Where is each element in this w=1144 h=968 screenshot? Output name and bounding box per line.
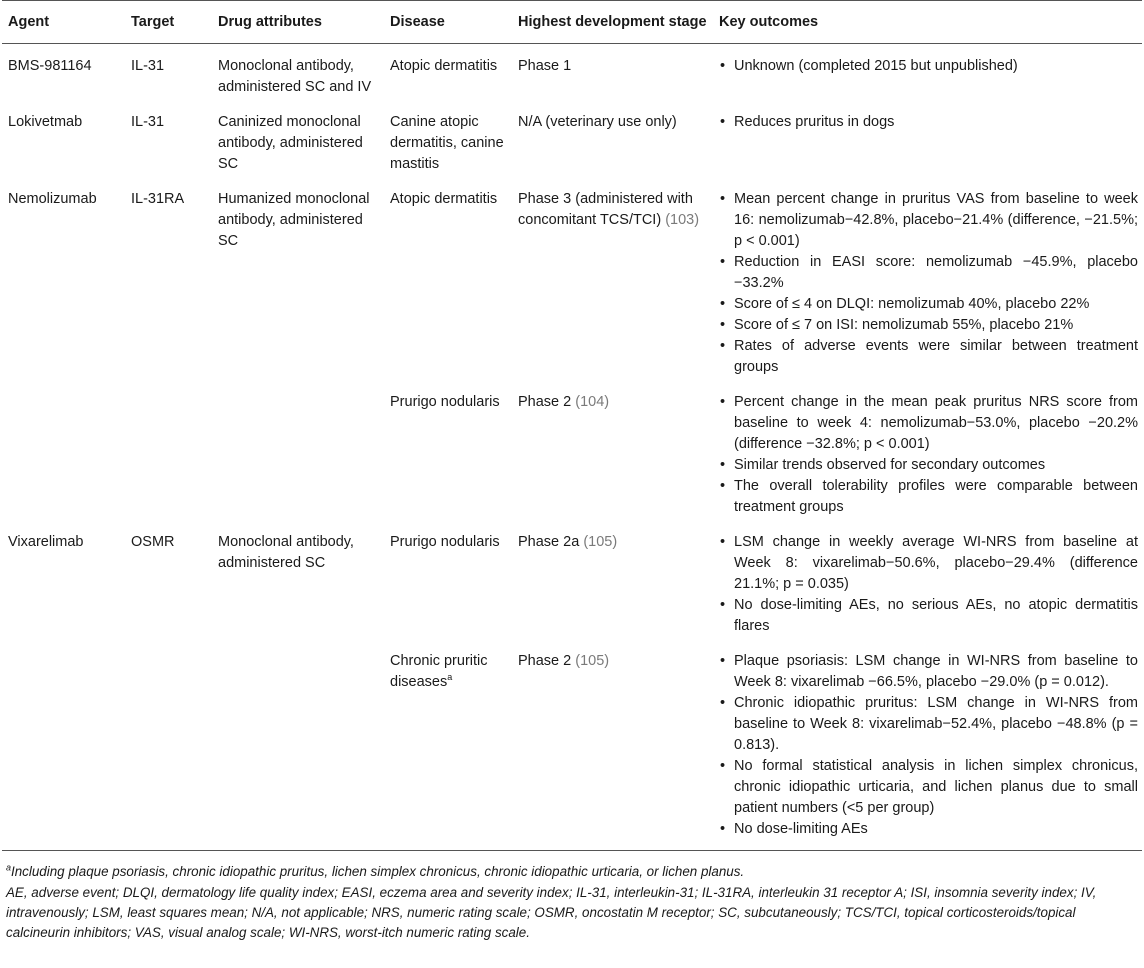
header-row xyxy=(2,1,1142,44)
outcome-item: • Plaque psoriasis: LSM change in WI-NRS from baseline to Week 8: vixarelimab −66.5%, placebo −29.0% (p = 0.012). xyxy=(719,651,1138,693)
table-row xyxy=(2,100,1142,177)
stage-text: Phase 1 xyxy=(518,58,572,74)
abbreviations: AE, adverse event; DLQI, dermatology life quality index; EASI, eczema area and severity index; IL-31, interleukin-31; IL-31RA, interleukin 31 receptor A; ISI, insomnia severity index; IV, intravenously; LSM, least squares mean; N/A, not applicable; NRS, numeric rating scale; OSMR, oncostatin M receptor; SC, subcutaneously; TCS/TCI, topical corticosteroids/topical calcineurin inhibitors; VAS, visual analog scale; WI-NRS, worst-itch numeric rating scale. xyxy=(6,885,1097,940)
cell-attributes: Caninized monoclonal antibody, administered SC xyxy=(218,114,363,172)
cell-target xyxy=(125,639,212,851)
cell-disease xyxy=(384,380,512,520)
cell-outcomes xyxy=(713,100,1142,177)
cell-disease xyxy=(384,44,512,101)
outcome-item: • Chronic idiopathic pruritus: LSM change in WI-NRS from baseline to Week 8: vixarelimab−52.4%, placebo −48.8% (p = 0.813). xyxy=(719,693,1138,756)
disease-footnote-marker: a xyxy=(447,672,453,683)
header-target: Target xyxy=(125,1,212,44)
cell-outcomes xyxy=(713,44,1142,101)
header-outcomes: Key outcomes xyxy=(713,1,1142,44)
stage-text: Phase 3 (administered with concomitant TCS/TCI) xyxy=(518,191,693,228)
header-attributes: Drug attributes xyxy=(212,1,384,44)
reference-link[interactable]: (105) xyxy=(575,653,610,669)
cell-stage xyxy=(512,100,713,177)
reference-link[interactable]: (105) xyxy=(583,534,618,550)
outcomes-list xyxy=(719,532,1138,637)
cell-agent xyxy=(2,639,125,851)
table-row xyxy=(2,380,1142,520)
table-row xyxy=(2,520,1142,639)
reference-link[interactable]: (103) xyxy=(665,212,700,228)
outcomes-list xyxy=(719,392,1138,518)
outcome-item: • The overall tolerability profiles were comparable between treatment groups xyxy=(719,476,1138,518)
cell-attributes: Humanized monoclonal antibody, administered SC xyxy=(218,191,370,249)
outcome-item: • Percent change in the mean peak pruritus NRS score from baseline to week 4: nemolizumab−53.0%, placebo −20.2% (difference −32.8%; p < 0.001) xyxy=(719,392,1138,455)
cell-agent: BMS-981164 xyxy=(8,58,92,74)
reference-link[interactable]: (104) xyxy=(575,394,610,410)
stage-text: Phase 2a xyxy=(518,534,580,550)
stage-text: Phase 2 xyxy=(518,653,572,669)
table-row xyxy=(2,44,1142,101)
cell-agent xyxy=(2,380,125,520)
outcome-item: • No dose-limiting AEs, no serious AEs, no atopic dermatitis flares xyxy=(719,595,1138,637)
stage-text: Phase 2 xyxy=(518,394,572,410)
cell-disease xyxy=(384,639,512,851)
cell-agent: Vixarelimab xyxy=(8,534,84,550)
cell-stage xyxy=(512,639,713,851)
header-stage: Highest development stage xyxy=(512,1,713,44)
cell-disease xyxy=(384,520,512,639)
table-row xyxy=(2,177,1142,380)
outcomes-list xyxy=(719,651,1138,840)
cell-target: IL-31 xyxy=(131,58,165,74)
cell-target: IL-31RA xyxy=(131,191,185,207)
cell-outcomes xyxy=(713,380,1142,520)
cell-attributes xyxy=(212,639,384,851)
cell-agent: Lokivetmab xyxy=(8,114,83,130)
outcomes-list xyxy=(719,189,1138,378)
outcome-item: • No dose-limiting AEs xyxy=(719,819,1138,840)
outcome-item: • Reduces pruritus in dogs xyxy=(719,112,1138,133)
disease-text: Prurigo nodularis xyxy=(390,534,500,550)
outcome-item: • LSM change in weekly average WI-NRS from baseline at Week 8: vixarelimab−50.6%, placebo−29.4% (difference 21.1%; p = 0.035) xyxy=(719,532,1138,595)
outcome-item: • Score of ≤ 7 on ISI: nemolizumab 55%, placebo 21% xyxy=(719,315,1138,336)
cell-target: IL-31 xyxy=(131,114,165,130)
footnote-a-text: Including plaque psoriasis, chronic idiopathic pruritus, lichen simplex chronicus, chronic idiopathic urticaria, or lichen planus. xyxy=(11,864,745,879)
cell-agent: Nemolizumab xyxy=(8,191,97,207)
outcome-item: • Unknown (completed 2015 but unpublished) xyxy=(719,56,1138,77)
header-disease: Disease xyxy=(384,1,512,44)
disease-text: Atopic dermatitis xyxy=(390,191,498,207)
outcome-item: • Mean percent change in pruritus VAS from baseline to week 16: nemolizumab−42.8%, placebo−21.4% (difference, −21.5%; p < 0.001) xyxy=(719,189,1138,252)
cell-attributes xyxy=(212,380,384,520)
disease-text: Atopic dermatitis xyxy=(390,58,498,74)
outcome-item: • Reduction in EASI score: nemolizumab −45.9%, placebo −33.2% xyxy=(719,252,1138,294)
outcome-item: • Rates of adverse events were similar between treatment groups xyxy=(719,336,1138,378)
cell-stage xyxy=(512,177,713,380)
stage-text: N/A (veterinary use only) xyxy=(518,114,677,130)
cell-stage xyxy=(512,44,713,101)
outcome-item: • Score of ≤ 4 on DLQI: nemolizumab 40%, placebo 22% xyxy=(719,294,1138,315)
cell-target: OSMR xyxy=(131,534,175,550)
cell-disease xyxy=(384,100,512,177)
cell-stage xyxy=(512,380,713,520)
disease-text: Chronic pruritic diseases xyxy=(390,653,488,690)
header-agent: Agent xyxy=(2,1,125,44)
outcome-item: • No formal statistical analysis in lichen simplex chronicus, chronic idiopathic urticaria, and lichen planus due to small patient numbers (<5 per group) xyxy=(719,756,1138,819)
footnote-marker: a xyxy=(6,862,12,873)
cell-stage xyxy=(512,520,713,639)
footnotes xyxy=(0,851,1144,943)
outcomes-list xyxy=(719,56,1138,77)
table-row xyxy=(2,639,1142,851)
cell-attributes: Monoclonal antibody, administered SC xyxy=(218,534,354,571)
disease-text: Prurigo nodularis xyxy=(390,394,500,410)
disease-text: Canine atopic dermatitis, canine mastitis xyxy=(390,114,504,172)
footnote-a xyxy=(6,862,1138,882)
cell-target xyxy=(125,380,212,520)
cell-outcomes xyxy=(713,639,1142,851)
cell-attributes: Monoclonal antibody, administered SC and IV xyxy=(218,58,372,95)
cell-outcomes xyxy=(713,520,1142,639)
cell-disease xyxy=(384,177,512,380)
cell-outcomes xyxy=(713,177,1142,380)
outcome-item: • Similar trends observed for secondary outcomes xyxy=(719,455,1138,476)
drug-table xyxy=(2,0,1142,851)
table-body xyxy=(2,44,1142,851)
outcomes-list xyxy=(719,112,1138,133)
